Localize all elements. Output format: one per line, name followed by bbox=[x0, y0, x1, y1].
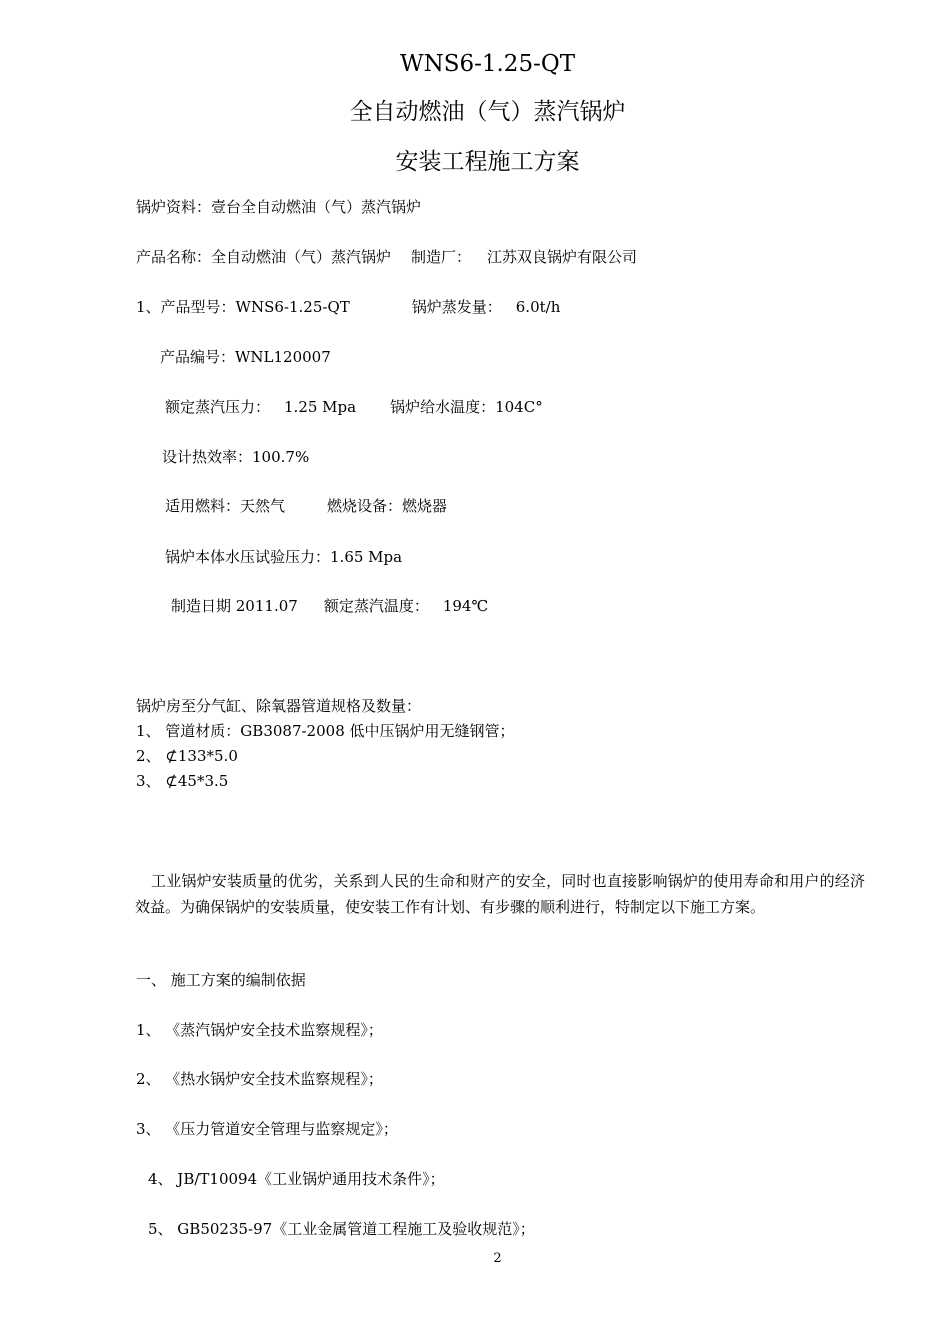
basis-item: 4、 JB/T10094《工业锅炉通用技术条件》； bbox=[148, 1170, 445, 1188]
product-title: 全自动燃油（气）蒸汽锅炉 bbox=[349, 99, 626, 125]
manufacturer: 江苏双良锅炉有限公司 bbox=[487, 248, 638, 266]
basis-item: 2、 《热水锅炉安全技术监察规程》； bbox=[136, 1070, 383, 1088]
pipe-spec-item: 1、 管道材质：GB3087-2008 低中压锅炉用无缝钢管； bbox=[136, 722, 515, 740]
fuel-line bbox=[165, 496, 447, 516]
manufacturer-label: 制造厂： bbox=[411, 248, 472, 266]
section-heading: 一、 施工方案的编制依据 bbox=[136, 971, 306, 989]
pipe-spec-item: 2、 ⊄133*5.0 bbox=[136, 747, 238, 765]
product-name: 产品名称：全自动燃油（气）蒸汽锅炉 bbox=[136, 248, 392, 266]
model-line bbox=[136, 297, 560, 317]
hydrostatic-test-pressure: 锅炉本体水压试验压力：1.65 Mpa bbox=[165, 548, 403, 566]
serial-number: 产品编号：WNL120007 bbox=[160, 348, 331, 366]
evaporation-value: 6.0t/h bbox=[515, 298, 561, 316]
basis-item: 5、 GB50235-97《工业金属管道工程施工及验收规范》； bbox=[148, 1220, 535, 1238]
date-line bbox=[171, 596, 488, 616]
basis-item: 1、 《蒸汽锅炉安全技术监察规程》； bbox=[136, 1021, 383, 1039]
model-title: WNS6-1.25-QT bbox=[399, 51, 576, 77]
pipe-spec-item: 3、 ⊄45*3.5 bbox=[136, 772, 229, 790]
page-number: 2 bbox=[493, 1251, 502, 1266]
intro-paragraph: 工业锅炉安装质量的优劣，关系到人民的生命和财产的安全，同时也直接影响锅炉的使用寿命和用户的经济效益。为确保锅炉的安装质量，使安装工作有计划、有步骤的顺利进行，特制定以下施工方案。 bbox=[135, 872, 865, 916]
feedwater-temperature: 锅炉给水温度：104C° bbox=[390, 398, 543, 416]
product-name-line bbox=[136, 247, 637, 267]
evaporation-label: 锅炉蒸发量： bbox=[411, 298, 502, 316]
steam-temperature-label: 额定蒸汽温度： bbox=[323, 597, 429, 615]
pipe-spec-heading: 锅炉房至分气缸、除氧器管道规格及数量： bbox=[136, 697, 422, 715]
pressure-line bbox=[165, 397, 543, 417]
basis-item: 3、 《压力管道安全管理与监察规定》； bbox=[136, 1120, 398, 1138]
boiler-data-line: 锅炉资料：壹台全自动燃油（气）蒸汽锅炉 bbox=[136, 198, 422, 216]
manufacture-date: 制造日期 2011.07 bbox=[171, 597, 298, 615]
pressure-value: 1.25 Mpa bbox=[284, 398, 357, 416]
document-title: 安装工程施工方案 bbox=[395, 149, 580, 175]
steam-temperature-value: 194℃ bbox=[442, 597, 489, 615]
product-model: 1、产品型号：WNS6-1.25-QT bbox=[136, 298, 350, 316]
design-efficiency: 设计热效率：100.7% bbox=[162, 448, 310, 466]
burner: 燃烧设备：燃烧器 bbox=[327, 497, 448, 515]
fuel: 适用燃料：天然气 bbox=[165, 497, 286, 515]
pressure-label: 额定蒸汽压力： bbox=[165, 398, 271, 416]
